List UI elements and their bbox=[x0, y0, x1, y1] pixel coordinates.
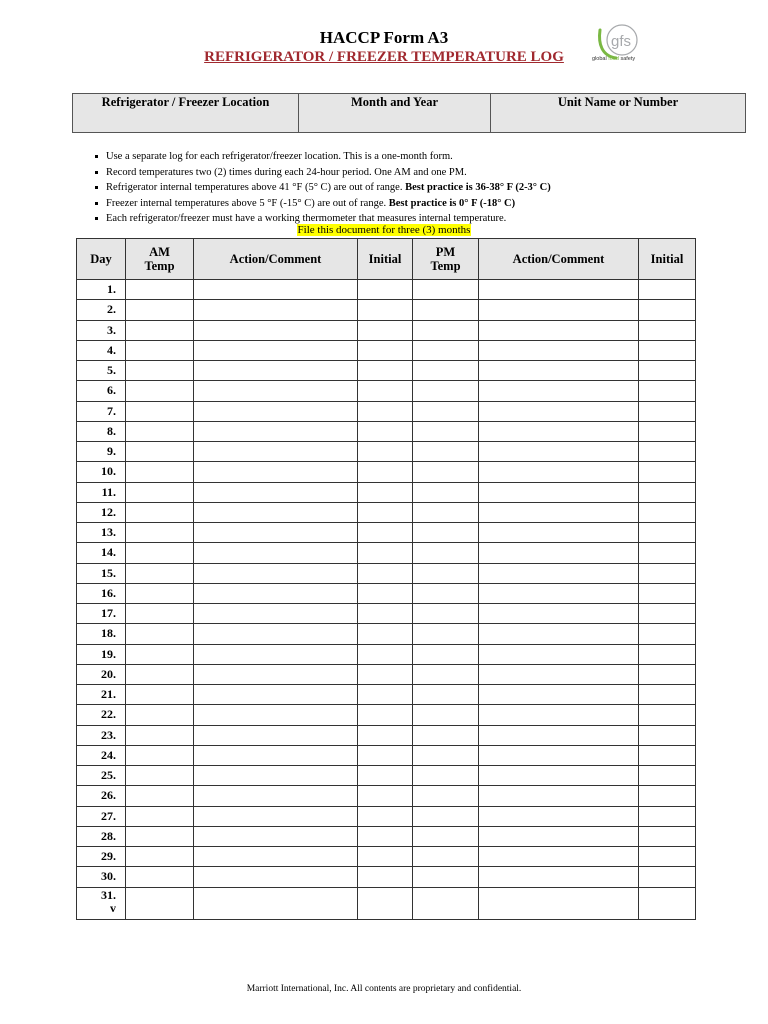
instruction-item: Each refrigerator/freezer must have a working thermometer that measures internal temperature. bbox=[92, 211, 551, 227]
day-number: 22. bbox=[77, 705, 126, 725]
am-action-cell[interactable] bbox=[194, 826, 358, 846]
file-note: File this document for three (3) months bbox=[297, 224, 471, 236]
pm-temp-header: PM Temp bbox=[413, 239, 479, 280]
am-action-cell[interactable] bbox=[194, 705, 358, 725]
day-number: 5. bbox=[77, 361, 126, 381]
am-temp-cell[interactable] bbox=[126, 502, 194, 522]
pm-action-cell[interactable] bbox=[479, 685, 639, 705]
pm-temp-cell[interactable] bbox=[413, 604, 479, 624]
am-initial-cell[interactable] bbox=[358, 482, 413, 502]
am-action-cell[interactable] bbox=[194, 867, 358, 887]
pm-initial-cell[interactable] bbox=[639, 705, 696, 725]
log-row bbox=[77, 685, 696, 705]
pm-action-cell[interactable] bbox=[479, 401, 639, 421]
pm-action-cell[interactable] bbox=[479, 442, 639, 462]
am-action-cell[interactable] bbox=[194, 482, 358, 502]
log-row bbox=[77, 806, 696, 826]
pm-initial-cell[interactable] bbox=[639, 300, 696, 320]
am-temp-cell[interactable] bbox=[126, 766, 194, 786]
instruction-item: Refrigerator internal temperatures above 41 °F (5° C) are out of range. Best practice is 36-38° F (2-3° C) bbox=[92, 180, 551, 196]
am-action-cell[interactable] bbox=[194, 624, 358, 644]
day-number: 6. bbox=[77, 381, 126, 401]
am-initial-cell[interactable] bbox=[358, 381, 413, 401]
instruction-item: Record temperatures two (2) times during each 24-hour period. One AM and one PM. bbox=[92, 165, 551, 181]
am-action-cell[interactable] bbox=[194, 280, 358, 300]
day-number: 13. bbox=[77, 523, 126, 543]
day-number: 4. bbox=[77, 340, 126, 360]
pm-action-cell[interactable] bbox=[479, 725, 639, 745]
log-row bbox=[77, 462, 696, 482]
am-action-cell[interactable] bbox=[194, 786, 358, 806]
am-initial-cell[interactable] bbox=[358, 887, 413, 919]
pm-initial-cell[interactable] bbox=[639, 887, 696, 919]
am-temp-cell[interactable] bbox=[126, 300, 194, 320]
logo-tagline: global food safety bbox=[592, 56, 636, 62]
day-number: 2. bbox=[77, 300, 126, 320]
pm-action-cell[interactable] bbox=[479, 644, 639, 664]
day-number: 7. bbox=[77, 401, 126, 421]
day-number: 25. bbox=[77, 766, 126, 786]
pm-initial-cell[interactable] bbox=[639, 502, 696, 522]
log-row bbox=[77, 624, 696, 644]
am-temp-cell[interactable] bbox=[126, 523, 194, 543]
instruction-item: Use a separate log for each refrigerator/freezer location. This is a one-month form. bbox=[92, 149, 551, 165]
pm-action-cell[interactable] bbox=[479, 543, 639, 563]
pm-temp-cell[interactable] bbox=[413, 462, 479, 482]
pm-action-cell[interactable] bbox=[479, 745, 639, 765]
day-number: 8. bbox=[77, 421, 126, 441]
day-number: 14. bbox=[77, 543, 126, 563]
pm-action-cell[interactable] bbox=[479, 340, 639, 360]
am-initial-cell[interactable] bbox=[358, 502, 413, 522]
am-initial-cell[interactable] bbox=[358, 421, 413, 441]
day-number: 18. bbox=[77, 624, 126, 644]
am-temp-cell[interactable] bbox=[126, 563, 194, 583]
temperature-log-table bbox=[76, 238, 696, 920]
day-number: 27. bbox=[77, 806, 126, 826]
pm-initial-cell[interactable] bbox=[639, 563, 696, 583]
am-initial-cell[interactable] bbox=[358, 786, 413, 806]
log-row bbox=[77, 300, 696, 320]
am-initial-cell[interactable] bbox=[358, 664, 413, 684]
am-temp-cell[interactable] bbox=[126, 725, 194, 745]
pm-initial-cell[interactable] bbox=[639, 725, 696, 745]
pm-action-cell[interactable] bbox=[479, 806, 639, 826]
pm-temp-cell[interactable] bbox=[413, 361, 479, 381]
log-row bbox=[77, 705, 696, 725]
pm-initial-header: Initial bbox=[639, 239, 696, 280]
pm-temp-cell[interactable] bbox=[413, 644, 479, 664]
am-initial-cell[interactable] bbox=[358, 442, 413, 462]
log-row bbox=[77, 664, 696, 684]
pm-action-cell[interactable] bbox=[479, 563, 639, 583]
pm-action-cell[interactable] bbox=[479, 280, 639, 300]
log-row bbox=[77, 543, 696, 563]
pm-initial-cell[interactable] bbox=[639, 644, 696, 664]
pm-initial-cell[interactable] bbox=[639, 685, 696, 705]
am-initial-cell[interactable] bbox=[358, 361, 413, 381]
log-row bbox=[77, 887, 696, 919]
am-temp-cell[interactable] bbox=[126, 604, 194, 624]
day-number: 26. bbox=[77, 786, 126, 806]
pm-initial-cell[interactable] bbox=[639, 664, 696, 684]
pm-temp-cell[interactable] bbox=[413, 705, 479, 725]
pm-temp-cell[interactable] bbox=[413, 806, 479, 826]
pm-action-cell[interactable] bbox=[479, 664, 639, 684]
am-action-cell[interactable] bbox=[194, 644, 358, 664]
am-temp-cell[interactable] bbox=[126, 320, 194, 340]
log-row bbox=[77, 502, 696, 522]
am-action-header: Action/Comment bbox=[194, 239, 358, 280]
am-temp-cell[interactable] bbox=[126, 381, 194, 401]
day-number: 23. bbox=[77, 725, 126, 745]
pm-initial-cell[interactable] bbox=[639, 786, 696, 806]
pm-initial-cell[interactable] bbox=[639, 340, 696, 360]
pm-initial-cell[interactable] bbox=[639, 381, 696, 401]
log-row bbox=[77, 421, 696, 441]
am-temp-cell[interactable] bbox=[126, 462, 194, 482]
pm-action-cell[interactable] bbox=[479, 847, 639, 867]
am-initial-cell[interactable] bbox=[358, 847, 413, 867]
pm-initial-cell[interactable] bbox=[639, 320, 696, 340]
logo-text: gfs bbox=[611, 33, 632, 50]
am-initial-cell[interactable] bbox=[358, 523, 413, 543]
day-number: 28. bbox=[77, 826, 126, 846]
am-initial-cell[interactable] bbox=[358, 806, 413, 826]
pm-action-cell[interactable] bbox=[479, 462, 639, 482]
pm-temp-cell[interactable] bbox=[413, 300, 479, 320]
info-fields-table bbox=[72, 93, 746, 133]
am-initial-cell[interactable] bbox=[358, 563, 413, 583]
am-temp-cell[interactable] bbox=[126, 482, 194, 502]
am-action-cell[interactable] bbox=[194, 725, 358, 745]
am-initial-cell[interactable] bbox=[358, 685, 413, 705]
log-row bbox=[77, 401, 696, 421]
log-row bbox=[77, 482, 696, 502]
am-action-cell[interactable] bbox=[194, 401, 358, 421]
am-action-cell[interactable] bbox=[194, 745, 358, 765]
am-temp-cell[interactable] bbox=[126, 543, 194, 563]
pm-temp-cell[interactable] bbox=[413, 745, 479, 765]
log-row bbox=[77, 847, 696, 867]
am-temp-cell[interactable] bbox=[126, 685, 194, 705]
am-initial-cell[interactable] bbox=[358, 340, 413, 360]
day-number: 17. bbox=[77, 604, 126, 624]
footer: Marriott International, Inc. All contents are proprietary and confidential. bbox=[246, 984, 522, 994]
instruction-item: Freezer internal temperatures above 5 °F (-15° C) are out of range. Best practice is 0° F (-18° C) bbox=[92, 196, 551, 212]
am-temp-cell[interactable] bbox=[126, 826, 194, 846]
am-action-cell[interactable] bbox=[194, 462, 358, 482]
pm-action-cell[interactable] bbox=[479, 300, 639, 320]
log-row bbox=[77, 604, 696, 624]
pm-initial-cell[interactable] bbox=[639, 806, 696, 826]
pm-action-cell[interactable] bbox=[479, 705, 639, 725]
am-temp-cell[interactable] bbox=[126, 664, 194, 684]
log-row bbox=[77, 361, 696, 381]
am-action-cell[interactable] bbox=[194, 442, 358, 462]
am-initial-cell[interactable] bbox=[358, 604, 413, 624]
log-row bbox=[77, 644, 696, 664]
am-action-cell[interactable] bbox=[194, 604, 358, 624]
am-temp-cell[interactable] bbox=[126, 806, 194, 826]
day-number: 29. bbox=[77, 847, 126, 867]
am-action-cell[interactable] bbox=[194, 320, 358, 340]
form-title: HACCP Form A3 bbox=[319, 28, 449, 47]
pm-temp-cell[interactable] bbox=[413, 401, 479, 421]
day-number: 10. bbox=[77, 462, 126, 482]
am-initial-cell[interactable] bbox=[358, 543, 413, 563]
pm-temp-cell[interactable] bbox=[413, 421, 479, 441]
pm-action-cell[interactable] bbox=[479, 523, 639, 543]
pm-temp-cell[interactable] bbox=[413, 867, 479, 887]
pm-temp-cell[interactable] bbox=[413, 847, 479, 867]
pm-action-cell[interactable] bbox=[479, 320, 639, 340]
pm-temp-cell[interactable] bbox=[413, 766, 479, 786]
log-row bbox=[77, 745, 696, 765]
pm-initial-cell[interactable] bbox=[639, 583, 696, 603]
am-action-cell[interactable] bbox=[194, 421, 358, 441]
am-initial-cell[interactable] bbox=[358, 300, 413, 320]
am-temp-cell[interactable] bbox=[126, 583, 194, 603]
am-action-cell[interactable] bbox=[194, 523, 358, 543]
pm-action-cell[interactable] bbox=[479, 867, 639, 887]
am-initial-cell[interactable] bbox=[358, 766, 413, 786]
log-row bbox=[77, 826, 696, 846]
log-row bbox=[77, 563, 696, 583]
am-action-cell[interactable] bbox=[194, 361, 358, 381]
am-initial-cell[interactable] bbox=[358, 280, 413, 300]
day-number: 16. bbox=[77, 583, 126, 603]
pm-temp-cell[interactable] bbox=[413, 543, 479, 563]
pm-action-cell[interactable] bbox=[479, 826, 639, 846]
pm-initial-cell[interactable] bbox=[639, 766, 696, 786]
log-row bbox=[77, 381, 696, 401]
pm-temp-cell[interactable] bbox=[413, 685, 479, 705]
pm-action-cell[interactable] bbox=[479, 887, 639, 919]
pm-initial-cell[interactable] bbox=[639, 442, 696, 462]
pm-initial-cell[interactable] bbox=[639, 867, 696, 887]
log-row bbox=[77, 786, 696, 806]
am-initial-cell[interactable] bbox=[358, 705, 413, 725]
pm-temp-cell[interactable] bbox=[413, 583, 479, 603]
pm-initial-cell[interactable] bbox=[639, 421, 696, 441]
am-action-cell[interactable] bbox=[194, 847, 358, 867]
am-action-cell[interactable] bbox=[194, 766, 358, 786]
am-initial-header: Initial bbox=[358, 239, 413, 280]
pm-initial-cell[interactable] bbox=[639, 361, 696, 381]
pm-initial-cell[interactable] bbox=[639, 462, 696, 482]
log-row bbox=[77, 442, 696, 462]
log-row bbox=[77, 867, 696, 887]
am-action-cell[interactable] bbox=[194, 340, 358, 360]
pm-action-cell[interactable] bbox=[479, 361, 639, 381]
pm-temp-cell[interactable] bbox=[413, 340, 479, 360]
am-action-cell[interactable] bbox=[194, 887, 358, 919]
am-initial-cell[interactable] bbox=[358, 624, 413, 644]
pm-action-cell[interactable] bbox=[479, 583, 639, 603]
pm-temp-cell[interactable] bbox=[413, 624, 479, 644]
day-number: 1. bbox=[77, 280, 126, 300]
pm-temp-cell[interactable] bbox=[413, 523, 479, 543]
pm-initial-cell[interactable] bbox=[639, 543, 696, 563]
pm-temp-cell[interactable] bbox=[413, 442, 479, 462]
am-temp-cell[interactable] bbox=[126, 745, 194, 765]
day-number: 20. bbox=[77, 664, 126, 684]
day-number: 9. bbox=[77, 442, 126, 462]
am-action-cell[interactable] bbox=[194, 563, 358, 583]
am-action-cell[interactable] bbox=[194, 583, 358, 603]
pm-action-cell[interactable] bbox=[479, 381, 639, 401]
day-number: 3. bbox=[77, 320, 126, 340]
log-row bbox=[77, 320, 696, 340]
am-temp-cell[interactable] bbox=[126, 887, 194, 919]
pm-action-cell[interactable] bbox=[479, 421, 639, 441]
pm-temp-cell[interactable] bbox=[413, 826, 479, 846]
am-action-cell[interactable] bbox=[194, 543, 358, 563]
am-initial-cell[interactable] bbox=[358, 644, 413, 664]
am-temp-cell[interactable] bbox=[126, 340, 194, 360]
am-initial-cell[interactable] bbox=[358, 320, 413, 340]
pm-action-cell[interactable] bbox=[479, 786, 639, 806]
am-initial-cell[interactable] bbox=[358, 745, 413, 765]
month-year-field[interactable]: Month and Year bbox=[299, 94, 491, 133]
am-initial-cell[interactable] bbox=[358, 725, 413, 745]
pm-temp-cell[interactable] bbox=[413, 887, 479, 919]
am-initial-cell[interactable] bbox=[358, 867, 413, 887]
pm-temp-cell[interactable] bbox=[413, 725, 479, 745]
pm-temp-cell[interactable] bbox=[413, 786, 479, 806]
pm-initial-cell[interactable] bbox=[639, 280, 696, 300]
am-action-cell[interactable] bbox=[194, 300, 358, 320]
am-temp-header: AM Temp bbox=[126, 239, 194, 280]
am-action-cell[interactable] bbox=[194, 685, 358, 705]
day-number: 19. bbox=[77, 644, 126, 664]
pm-action-cell[interactable] bbox=[479, 502, 639, 522]
unit-name-field[interactable]: Unit Name or Number bbox=[491, 94, 746, 133]
log-row bbox=[77, 340, 696, 360]
am-temp-cell[interactable] bbox=[126, 624, 194, 644]
location-field[interactable]: Refrigerator / Freezer Location bbox=[73, 94, 299, 133]
am-temp-cell[interactable] bbox=[126, 361, 194, 381]
pm-initial-cell[interactable] bbox=[639, 826, 696, 846]
instructions-list bbox=[92, 149, 551, 227]
am-initial-cell[interactable] bbox=[358, 401, 413, 421]
am-temp-cell[interactable] bbox=[126, 786, 194, 806]
log-row bbox=[77, 725, 696, 745]
pm-initial-cell[interactable] bbox=[639, 847, 696, 867]
pm-action-cell[interactable] bbox=[479, 482, 639, 502]
am-temp-cell[interactable] bbox=[126, 401, 194, 421]
am-action-cell[interactable] bbox=[194, 806, 358, 826]
day-number: 15. bbox=[77, 563, 126, 583]
am-initial-cell[interactable] bbox=[358, 462, 413, 482]
am-temp-cell[interactable] bbox=[126, 421, 194, 441]
pm-temp-cell[interactable] bbox=[413, 482, 479, 502]
am-initial-cell[interactable] bbox=[358, 583, 413, 603]
pm-temp-cell[interactable] bbox=[413, 320, 479, 340]
pm-initial-cell[interactable] bbox=[639, 604, 696, 624]
day-number: 24. bbox=[77, 745, 126, 765]
am-action-cell[interactable] bbox=[194, 381, 358, 401]
log-row bbox=[77, 523, 696, 543]
day-header: Day bbox=[77, 239, 126, 280]
am-temp-cell[interactable] bbox=[126, 442, 194, 462]
am-action-cell[interactable] bbox=[194, 502, 358, 522]
day-number: 11. bbox=[77, 482, 126, 502]
pm-initial-cell[interactable] bbox=[639, 745, 696, 765]
pm-temp-cell[interactable] bbox=[413, 381, 479, 401]
log-row bbox=[77, 583, 696, 603]
am-temp-cell[interactable] bbox=[126, 280, 194, 300]
am-temp-cell[interactable] bbox=[126, 705, 194, 725]
pm-initial-cell[interactable] bbox=[639, 523, 696, 543]
day-number: 12. bbox=[77, 502, 126, 522]
pm-temp-cell[interactable] bbox=[413, 502, 479, 522]
pm-temp-cell[interactable] bbox=[413, 280, 479, 300]
pm-action-header: Action/Comment bbox=[479, 239, 639, 280]
pm-temp-cell[interactable] bbox=[413, 664, 479, 684]
am-temp-cell[interactable] bbox=[126, 644, 194, 664]
pm-action-cell[interactable] bbox=[479, 624, 639, 644]
pm-initial-cell[interactable] bbox=[639, 401, 696, 421]
log-row bbox=[77, 766, 696, 786]
am-temp-cell[interactable] bbox=[126, 847, 194, 867]
day-number: 31. v bbox=[77, 887, 126, 919]
pm-action-cell[interactable] bbox=[479, 766, 639, 786]
am-temp-cell[interactable] bbox=[126, 867, 194, 887]
log-row bbox=[77, 280, 696, 300]
pm-initial-cell[interactable] bbox=[639, 482, 696, 502]
pm-action-cell[interactable] bbox=[479, 604, 639, 624]
pm-temp-cell[interactable] bbox=[413, 563, 479, 583]
am-initial-cell[interactable] bbox=[358, 826, 413, 846]
day-number: 30. bbox=[77, 867, 126, 887]
form-subtitle: REFRIGERATOR / FREEZER TEMPERATURE LOG bbox=[204, 49, 564, 65]
day-number: 21. bbox=[77, 685, 126, 705]
pm-initial-cell[interactable] bbox=[639, 624, 696, 644]
am-action-cell[interactable] bbox=[194, 664, 358, 684]
